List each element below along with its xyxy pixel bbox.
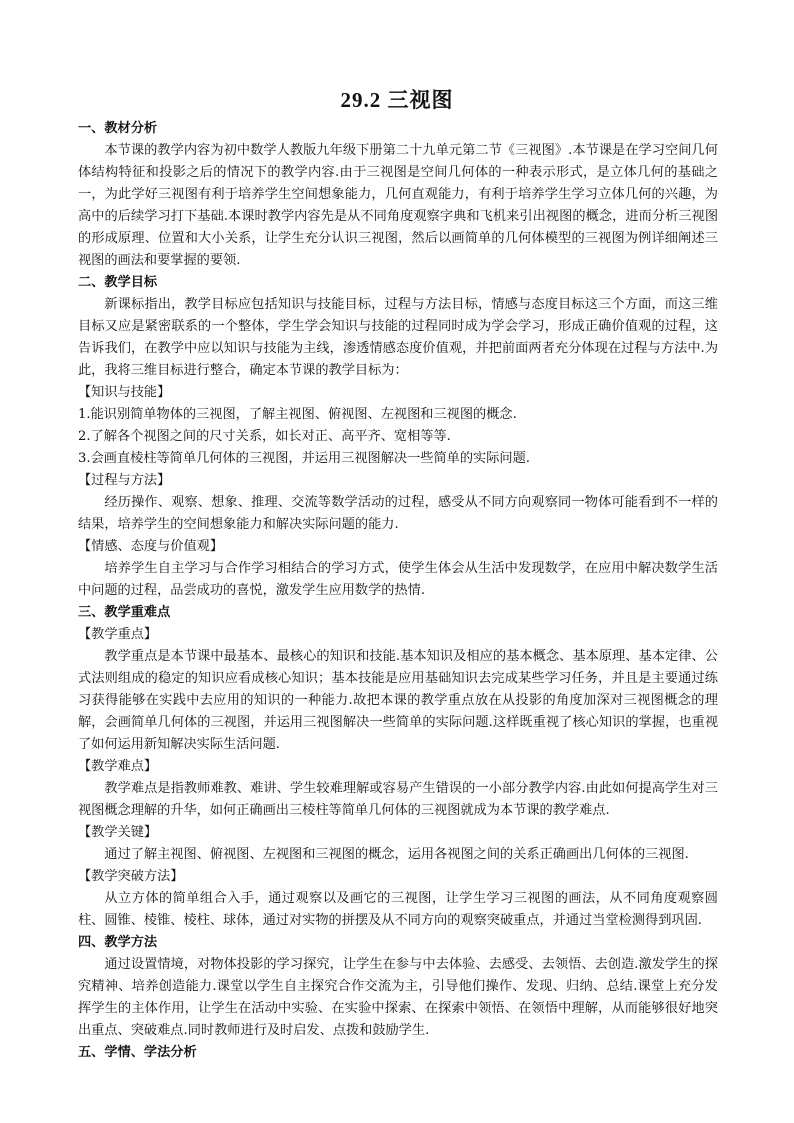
teaching-difficulty-heading: 【教学难点】 <box>78 759 158 774</box>
emotion-attitude-heading: 【情感、态度与价值观】 <box>78 539 224 554</box>
document-body <box>78 118 718 1064</box>
teaching-breakthrough-paragraph: 从立方体的简单组合入手，通过观察以及画它的三视图，让学生学习三视图的画法，从不同角度观察圆柱、圆锥、棱锥、棱柱、球体，通过对实物的拼摆及从不同方向的观察突破重点，并通过当堂检测得到巩固. <box>78 891 718 928</box>
emotion-attitude-paragraph: 培养学生自主学习与合作学习相结合的学习方式，使学生体会从生活中发现数学，在应用中解决数学生活中问题的过程，品尝成功的喜悦，激发学生应用数学的热情. <box>78 561 718 598</box>
material-analysis-paragraph: 本节课的教学内容为初中数学人教版九年级下册第二十九单元第二节《三视图》.本节课是在学习空间几何体结构特征和投影之后的情况下的教学内容.由于三视图是空间几何体的一种表示形式，是立体几何的基础之一，为此学好三视图有利于培养学生空间想象能力，几何直观能力，有利于培养学生学习立体几何的兴趣，为高中的后续学习打下基础.本课时教学内容先是从不同角度观察字典和飞机来引出视图的概念，进而分析三视图的形成原理、位置和大小关系，让学生充分认识三视图，然后以画简单的几何体模型的三视图为例详细阐述三视图的画法和要掌握的要领. <box>78 143 718 268</box>
knowledge-item-2: 2.了解各个视图之间的尺寸关系，如长对正、高平齐、宽相等等. <box>78 429 451 444</box>
teaching-objectives-paragraph: 新课标指出，教学目标应包括知识与技能目标，过程与方法目标，情感与态度目标这三个方面，而这三维目标又应是紧密联系的一个整体，学生学会知识与技能的过程同时成为学会学习，形成正确价值观的过程，这告诉我们，在教学中应以知识与技能为主线，渗透情感态度价值观，并把前面两者充分体现在过程与方法中.为此，我将三维目标进行整合，确定本节课的教学目标为： <box>78 297 718 378</box>
teaching-key-paragraph: 教学重点是本节课中最基本、最核心的知识和技能.基本知识及相应的基本概念、基本原理、基本定律、公式法则组成的稳定的知识应看成核心知识；基本技能是应用基础知识去完成某些学习任务，并且是主要通过练习获得能够在实践中去应用的知识的一种能力.故把本课的教学重点放在从投影的角度加深对三视图概念的理解，会画简单几何体的三视图，并运用三视图解决一些简单的实际问题.这样既重视了核心知识的掌握，也重视了如何运用新知解决实际生活问题. <box>78 649 718 752</box>
teaching-crux-heading: 【教学关键】 <box>78 825 158 840</box>
teaching-methods-paragraph: 通过设置情境，对物体投影的学习探究，让学生在参与中去体验、去感受、去领悟、去创造.激发学生的探究精神、培养创造能力.课堂以学生自主探究合作交流为主，引导他们操作、发现、归纳、总结.课堂上充分发挥学生的主体作用，让学生在活动中实验、在实验中探索、在探索中领悟、在领悟中理解，从而能够很好地突出重点、突破难点.同时教师进行及时启发、点拨和鼓励学生. <box>78 957 718 1038</box>
teaching-breakthrough-heading: 【教学突破方法】 <box>78 869 184 884</box>
teaching-crux-paragraph: 通过了解主视图、俯视图、左视图和三视图的概念，运用各视图之间的关系正确画出几何体的三视图. <box>104 847 689 862</box>
section-heading-key-difficult-points: 三、教学重难点 <box>78 605 171 620</box>
process-method-heading: 【过程与方法】 <box>78 473 171 488</box>
knowledge-skills-heading: 【知识与技能】 <box>78 385 171 400</box>
section-heading-learning-analysis: 五、学情、学法分析 <box>78 1045 197 1060</box>
knowledge-item-3: 3.会画直棱柱等简单几何体的三视图，并运用三视图解决一些简单的实际问题. <box>78 451 530 466</box>
section-heading-teaching-methods: 四、教学方法 <box>78 935 158 950</box>
section-heading-material-analysis: 一、教材分析 <box>78 121 158 136</box>
teaching-key-heading: 【教学重点】 <box>78 627 158 642</box>
section-heading-teaching-objectives: 二、教学目标 <box>78 275 158 290</box>
teaching-difficulty-paragraph: 教学难点是指教师难教、难讲、学生较难理解或容易产生错误的一小部分教学内容.由此如何提高学生对三视图概念理解的升华，如何正确画出三棱柱等简单几何体的三视图就成为本节课的教学难点. <box>78 781 718 818</box>
page-title: 29.2 三视图 <box>340 88 454 112</box>
knowledge-item-1: 1.能识别简单物体的三视图，了解主视图、俯视图、左视图和三视图的概念. <box>78 407 517 422</box>
process-method-paragraph: 经历操作、观察、想象、推理、交流等数学活动的过程，感受从不同方向观察同一物体可能看到不一样的结果，培养学生的空间想象能力和解决实际问题的能力. <box>78 495 718 532</box>
